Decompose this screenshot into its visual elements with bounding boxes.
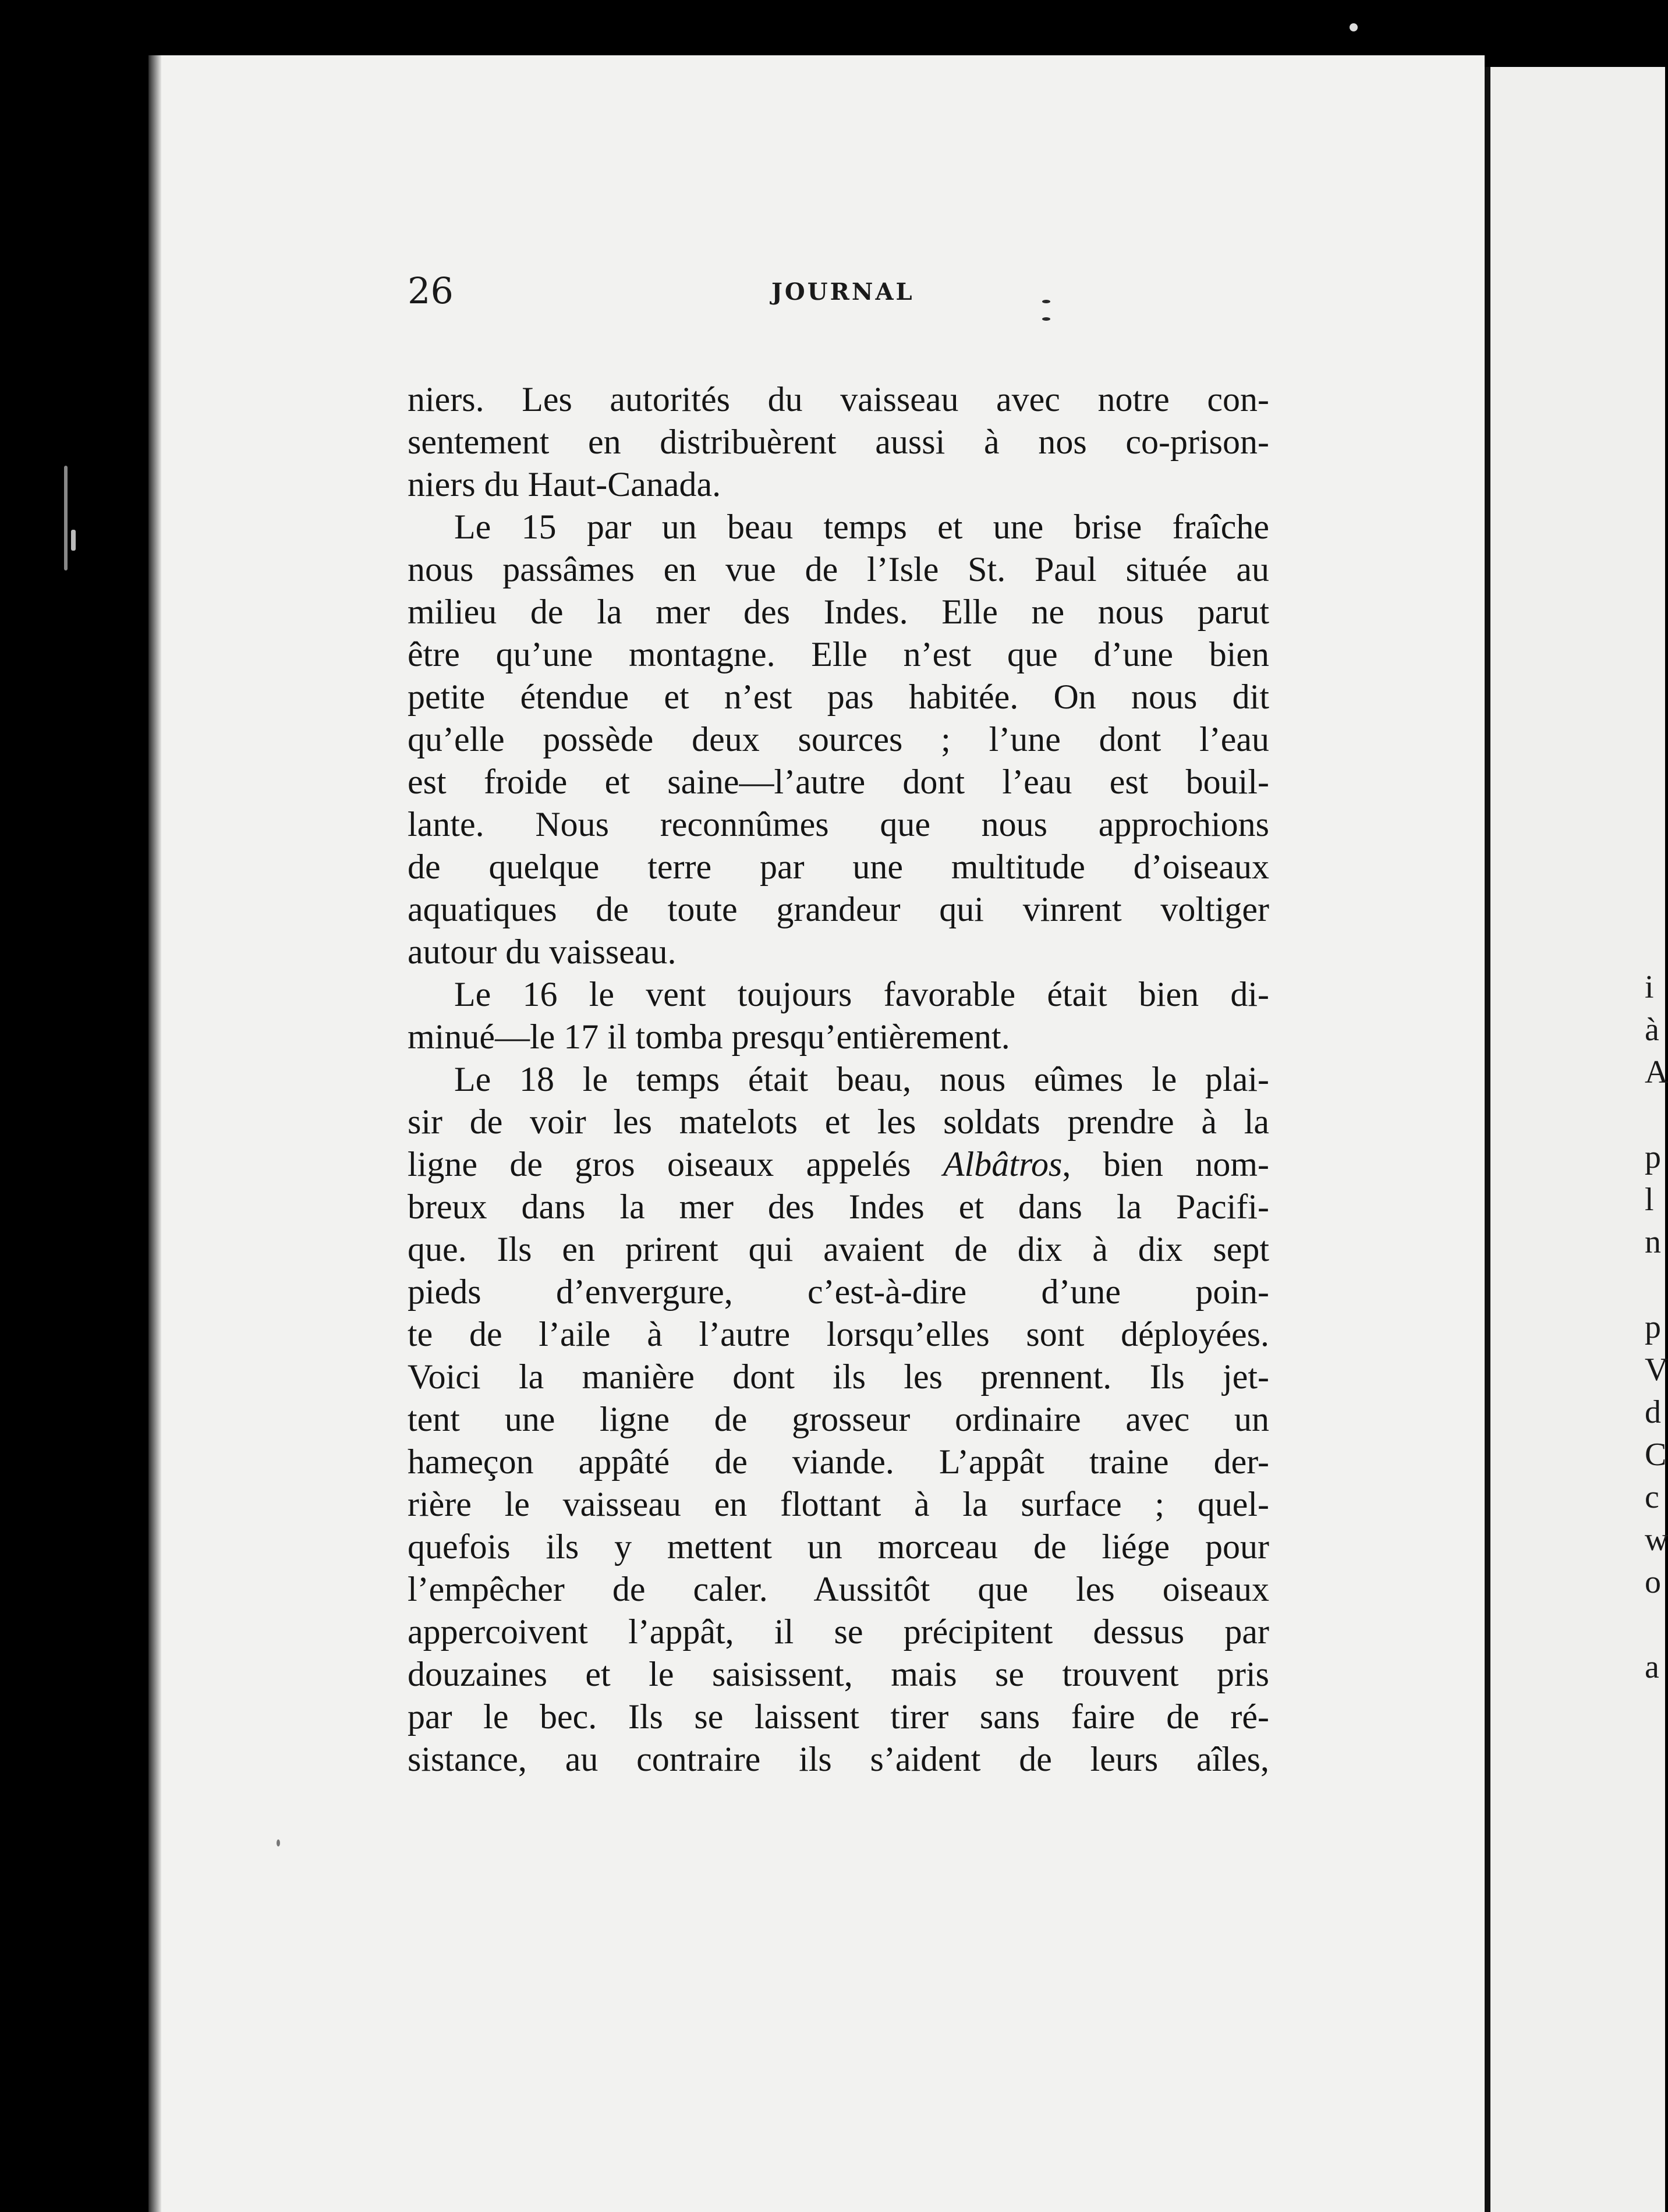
fragment: i bbox=[1645, 969, 1654, 1005]
text-line: minué—le 17 il tomba presqu’entièrement. bbox=[408, 1018, 1010, 1056]
text-line: hameçon appâté de viande. L’appât traine der- bbox=[408, 1442, 1269, 1481]
fragment bbox=[1645, 1094, 1665, 1136]
text-line: de quelque terre par une multitude d’oiseaux bbox=[408, 848, 1269, 886]
text-line: autour du vaisseau. bbox=[408, 933, 677, 971]
text-line: pieds d’envergure, c’est-à-dire d’une poin- bbox=[408, 1272, 1269, 1311]
text-line: est froide et saine—l’autre dont l’eau est bouil- bbox=[408, 763, 1269, 801]
fragment: c bbox=[1645, 1479, 1659, 1515]
fragment: w bbox=[1645, 1522, 1668, 1558]
text-line: aquatiques de toute grandeur qui vinrent voltiger bbox=[408, 890, 1269, 928]
fragment: a bbox=[1645, 1649, 1659, 1685]
text-line: rière le vaisseau en flottant à la surface ; quel- bbox=[408, 1485, 1269, 1523]
text-line: tent une ligne de grosseur ordinaire avec un bbox=[408, 1400, 1269, 1438]
text-line: milieu de la mer des Indes. Elle ne nous parut bbox=[408, 593, 1269, 631]
fragment bbox=[1645, 1604, 1665, 1646]
italic-term: Albâtros bbox=[943, 1145, 1063, 1183]
text-line: Le 16 le vent toujours favorable était bien di- bbox=[454, 975, 1269, 1013]
text-line: qu’elle possède deux sources ; l’une dont l’eau bbox=[408, 720, 1269, 758]
fragment: à bbox=[1645, 1012, 1659, 1048]
text-line: niers. Les autorités du vaisseau avec notre con- bbox=[408, 380, 1269, 419]
fragment: p bbox=[1645, 1309, 1661, 1345]
running-title: JOURNAL bbox=[771, 278, 915, 306]
text-line: Voici la manière dont ils les prennent. Ils jet- bbox=[408, 1357, 1269, 1396]
fragment: A bbox=[1645, 1054, 1668, 1090]
text-line: appercoivent l’appât, il se précipitent dessus par bbox=[408, 1612, 1269, 1651]
text-line: Le 18 le temps était beau, nous eûmes le plai- bbox=[454, 1060, 1269, 1098]
text-line: breux dans la mer des Indes et dans la Pacifi- bbox=[408, 1187, 1269, 1226]
fragment: V bbox=[1645, 1352, 1668, 1388]
text-line: quefois ils y mettent un morceau de liége pour bbox=[408, 1527, 1269, 1566]
text-line: lante. Nous reconnûmes que nous approchions bbox=[408, 805, 1269, 843]
text-line: petite étendue et n’est pas habitée. On nous dit bbox=[408, 678, 1269, 716]
dust-speck bbox=[277, 1839, 280, 1846]
text-line bbox=[408, 1143, 1269, 1186]
body-text bbox=[408, 378, 1269, 1781]
page-number: 26 bbox=[408, 270, 454, 312]
text-line: que. Ils en prirent qui avaient de dix à dix sept bbox=[408, 1230, 1269, 1268]
facing-page-text-fragments bbox=[1645, 966, 1668, 1689]
text-line: douzaines et le saisissent, mais se trouvent pris bbox=[408, 1655, 1269, 1693]
text-line: sir de voir les matelots et les soldats prendre à la bbox=[408, 1103, 1269, 1141]
text-line: te de l’aile à l’autre lorsqu’elles sont déployées. bbox=[408, 1315, 1269, 1353]
dust-speck bbox=[1042, 317, 1050, 321]
dust-speck bbox=[64, 466, 68, 570]
fragment: d bbox=[1645, 1394, 1661, 1430]
text-line: Le 15 par un beau temps et une brise fraîche bbox=[454, 508, 1269, 546]
text-fragment: ligne de gros oiseaux appelés bbox=[408, 1145, 943, 1183]
text-line: par le bec. Ils se laissent tirer sans faire de ré- bbox=[408, 1697, 1269, 1736]
text-line: nous passâmes en vue de l’Isle St. Paul située au bbox=[408, 550, 1269, 589]
fragment: C bbox=[1645, 1437, 1667, 1473]
dust-speck bbox=[1042, 300, 1050, 303]
running-head bbox=[408, 265, 1263, 317]
fragment: o bbox=[1645, 1564, 1661, 1600]
text-line: être qu’une montagne. Elle n’est que d’une bien bbox=[408, 635, 1269, 673]
text-line: sentement en distribuèrent aussi à nos co-prison- bbox=[408, 423, 1269, 461]
facing-page bbox=[1490, 67, 1668, 2212]
page-gutter bbox=[1485, 67, 1490, 2212]
dust-speck bbox=[1350, 23, 1358, 31]
page-binding-edge bbox=[148, 55, 161, 2212]
fragment bbox=[1645, 1264, 1665, 1306]
text-line: l’empêcher de caler. Aussitôt que les oiseaux bbox=[408, 1570, 1269, 1608]
fragment: n bbox=[1645, 1224, 1661, 1260]
fragment: p bbox=[1645, 1139, 1661, 1175]
text-fragment: , bien nom- bbox=[1062, 1145, 1270, 1183]
dust-speck bbox=[71, 530, 76, 551]
fragment: l bbox=[1645, 1182, 1654, 1218]
text-line: niers du Haut-Canada. bbox=[408, 465, 721, 504]
text-line: sistance, au contraire ils s’aident de leurs aîles, bbox=[408, 1740, 1269, 1778]
